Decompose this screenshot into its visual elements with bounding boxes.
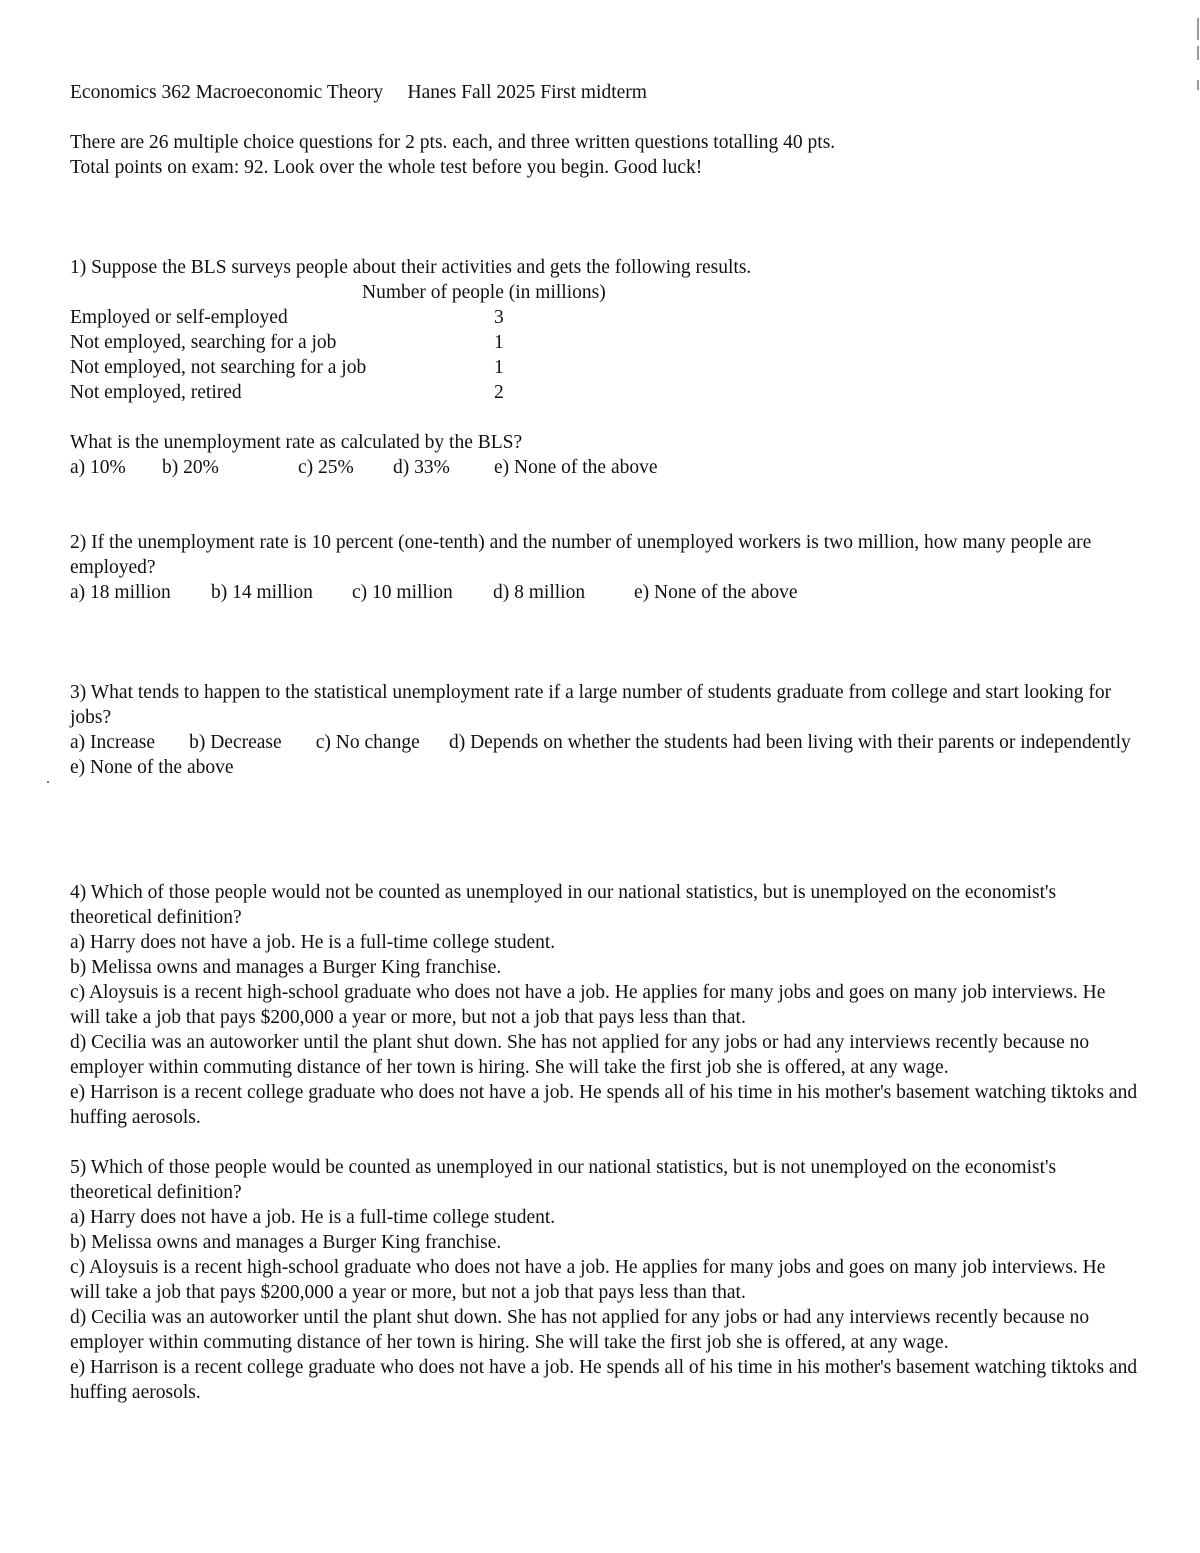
q2-option-b: b) 14 million bbox=[211, 582, 313, 603]
q4-option-d: d) Cecilia was an autoworker until the plant shut down. She has not applied for any jobs or had any interviews recently because no employer within commuting distance of her town is hiring. She will take the first job she is offered, at any wage. bbox=[70, 1032, 1090, 1078]
q4-stem: 4) Which of those people would not be counted as unemployed in our national statistics, but is unemployed on the economist's theoretical definition? bbox=[70, 882, 1057, 928]
q3-options: a) Increase b) Decrease c) No change d) Depends on whether the students had been living with their parents or independently e) None of the above bbox=[70, 732, 1141, 778]
q1-option-e: e) None of the above bbox=[494, 457, 658, 478]
q1-option-a: a) 10% bbox=[70, 457, 126, 478]
q1-row-label: Not employed, searching for a job bbox=[70, 332, 337, 353]
q1-row-label: Employed or self-employed bbox=[70, 307, 288, 328]
q5-stem: 5) Which of those people would be counted as unemployed in our national statistics, but is not unemployed on the economist's theoretical definition? bbox=[70, 1157, 1057, 1203]
q1-options bbox=[70, 455, 1140, 480]
q1-option-c: c) 25% bbox=[298, 457, 354, 478]
q3-stem: 3) What tends to happen to the statistical unemployment rate if a large number of students graduate from college and start looking for jobs? bbox=[70, 682, 1112, 728]
q5-option-a: a) Harry does not have a job. He is a full-time college student. bbox=[70, 1207, 556, 1228]
q5-option-c: c) Aloysuis is a recent high-school graduate who does not have a job. He applies for many jobs and goes on many job interviews. He will take a job that pays $200,000 a year or more, but not a job that pays less than that. bbox=[70, 1257, 1106, 1303]
q4-option-e: e) Harrison is a recent college graduate who does not have a job. He spends all of his time in his mother's basement watching tiktoks and huffing aerosols. bbox=[70, 1082, 1138, 1128]
exam-header: Economics 362 Macroeconomic Theory Hanes Fall 2025 First midterm bbox=[70, 82, 647, 103]
q5-option-d: d) Cecilia was an autoworker until the plant shut down. She has not applied for any jobs or had any interviews recently because no employer within commuting distance of her town is hiring. She will take the first job she is offered, at any wage. bbox=[70, 1307, 1090, 1353]
q1-row-value: 3 bbox=[494, 307, 504, 328]
q1-stem: 1) Suppose the BLS surveys people about their activities and gets the following results. bbox=[70, 257, 752, 278]
q2-option-c: c) 10 million bbox=[352, 582, 453, 603]
q5-option-b: b) Melissa owns and manages a Burger King franchise. bbox=[70, 1232, 502, 1253]
q1-row-value: 2 bbox=[494, 382, 504, 403]
q5-option-e: e) Harrison is a recent college graduate who does not have a job. He spends all of his time in his mother's basement watching tiktoks and huffing aerosols. bbox=[70, 1357, 1138, 1403]
question-5 bbox=[70, 1155, 1140, 1405]
q2-options bbox=[70, 580, 1140, 605]
question-1 bbox=[70, 255, 1140, 480]
q4-option-c: c) Aloysuis is a recent high-school graduate who does not have a job. He applies for many jobs and goes on many job interviews. He will take a job that pays $200,000 a year or more, but not a job that pays less than that. bbox=[70, 982, 1106, 1028]
q2-option-d: d) 8 million bbox=[493, 582, 586, 603]
q1-question: What is the unemployment rate as calculated by the BLS? bbox=[70, 432, 523, 453]
question-3 bbox=[70, 680, 1140, 780]
q1-row-value: 1 bbox=[494, 357, 504, 378]
q4-option-b: b) Melissa owns and manages a Burger King franchise. bbox=[70, 957, 502, 978]
question-4 bbox=[70, 880, 1140, 1130]
q4-option-a: a) Harry does not have a job. He is a full-time college student. bbox=[70, 932, 556, 953]
q1-row-label: Not employed, not searching for a job bbox=[70, 357, 367, 378]
q1-table-row bbox=[70, 355, 1140, 380]
q1-row-label: Not employed, retired bbox=[70, 382, 242, 403]
q1-table-row bbox=[70, 305, 1140, 330]
q1-row-value: 1 bbox=[494, 332, 504, 353]
intro-line-2: Total points on exam: 92. Look over the whole test before you begin. Good luck! bbox=[70, 157, 703, 178]
q1-table-row bbox=[70, 380, 1140, 405]
scan-speck bbox=[47, 781, 49, 783]
q1-table-header: Number of people (in millions) bbox=[362, 282, 606, 303]
question-2 bbox=[70, 530, 1140, 605]
intro-line-1: There are 26 multiple choice questions for 2 pts. each, and three written questions totalling 40 pts. bbox=[70, 132, 836, 153]
q2-stem: 2) If the unemployment rate is 10 percent (one-tenth) and the number of unemployed workers is two million, how many people are employed? bbox=[70, 532, 1092, 578]
q2-option-e: e) None of the above bbox=[634, 582, 798, 603]
q2-option-a: a) 18 million bbox=[70, 582, 171, 603]
q1-option-d: d) 33% bbox=[393, 457, 450, 478]
q1-option-b: b) 20% bbox=[162, 457, 219, 478]
exam-page bbox=[70, 80, 1140, 1405]
q1-table-row bbox=[70, 330, 1140, 355]
